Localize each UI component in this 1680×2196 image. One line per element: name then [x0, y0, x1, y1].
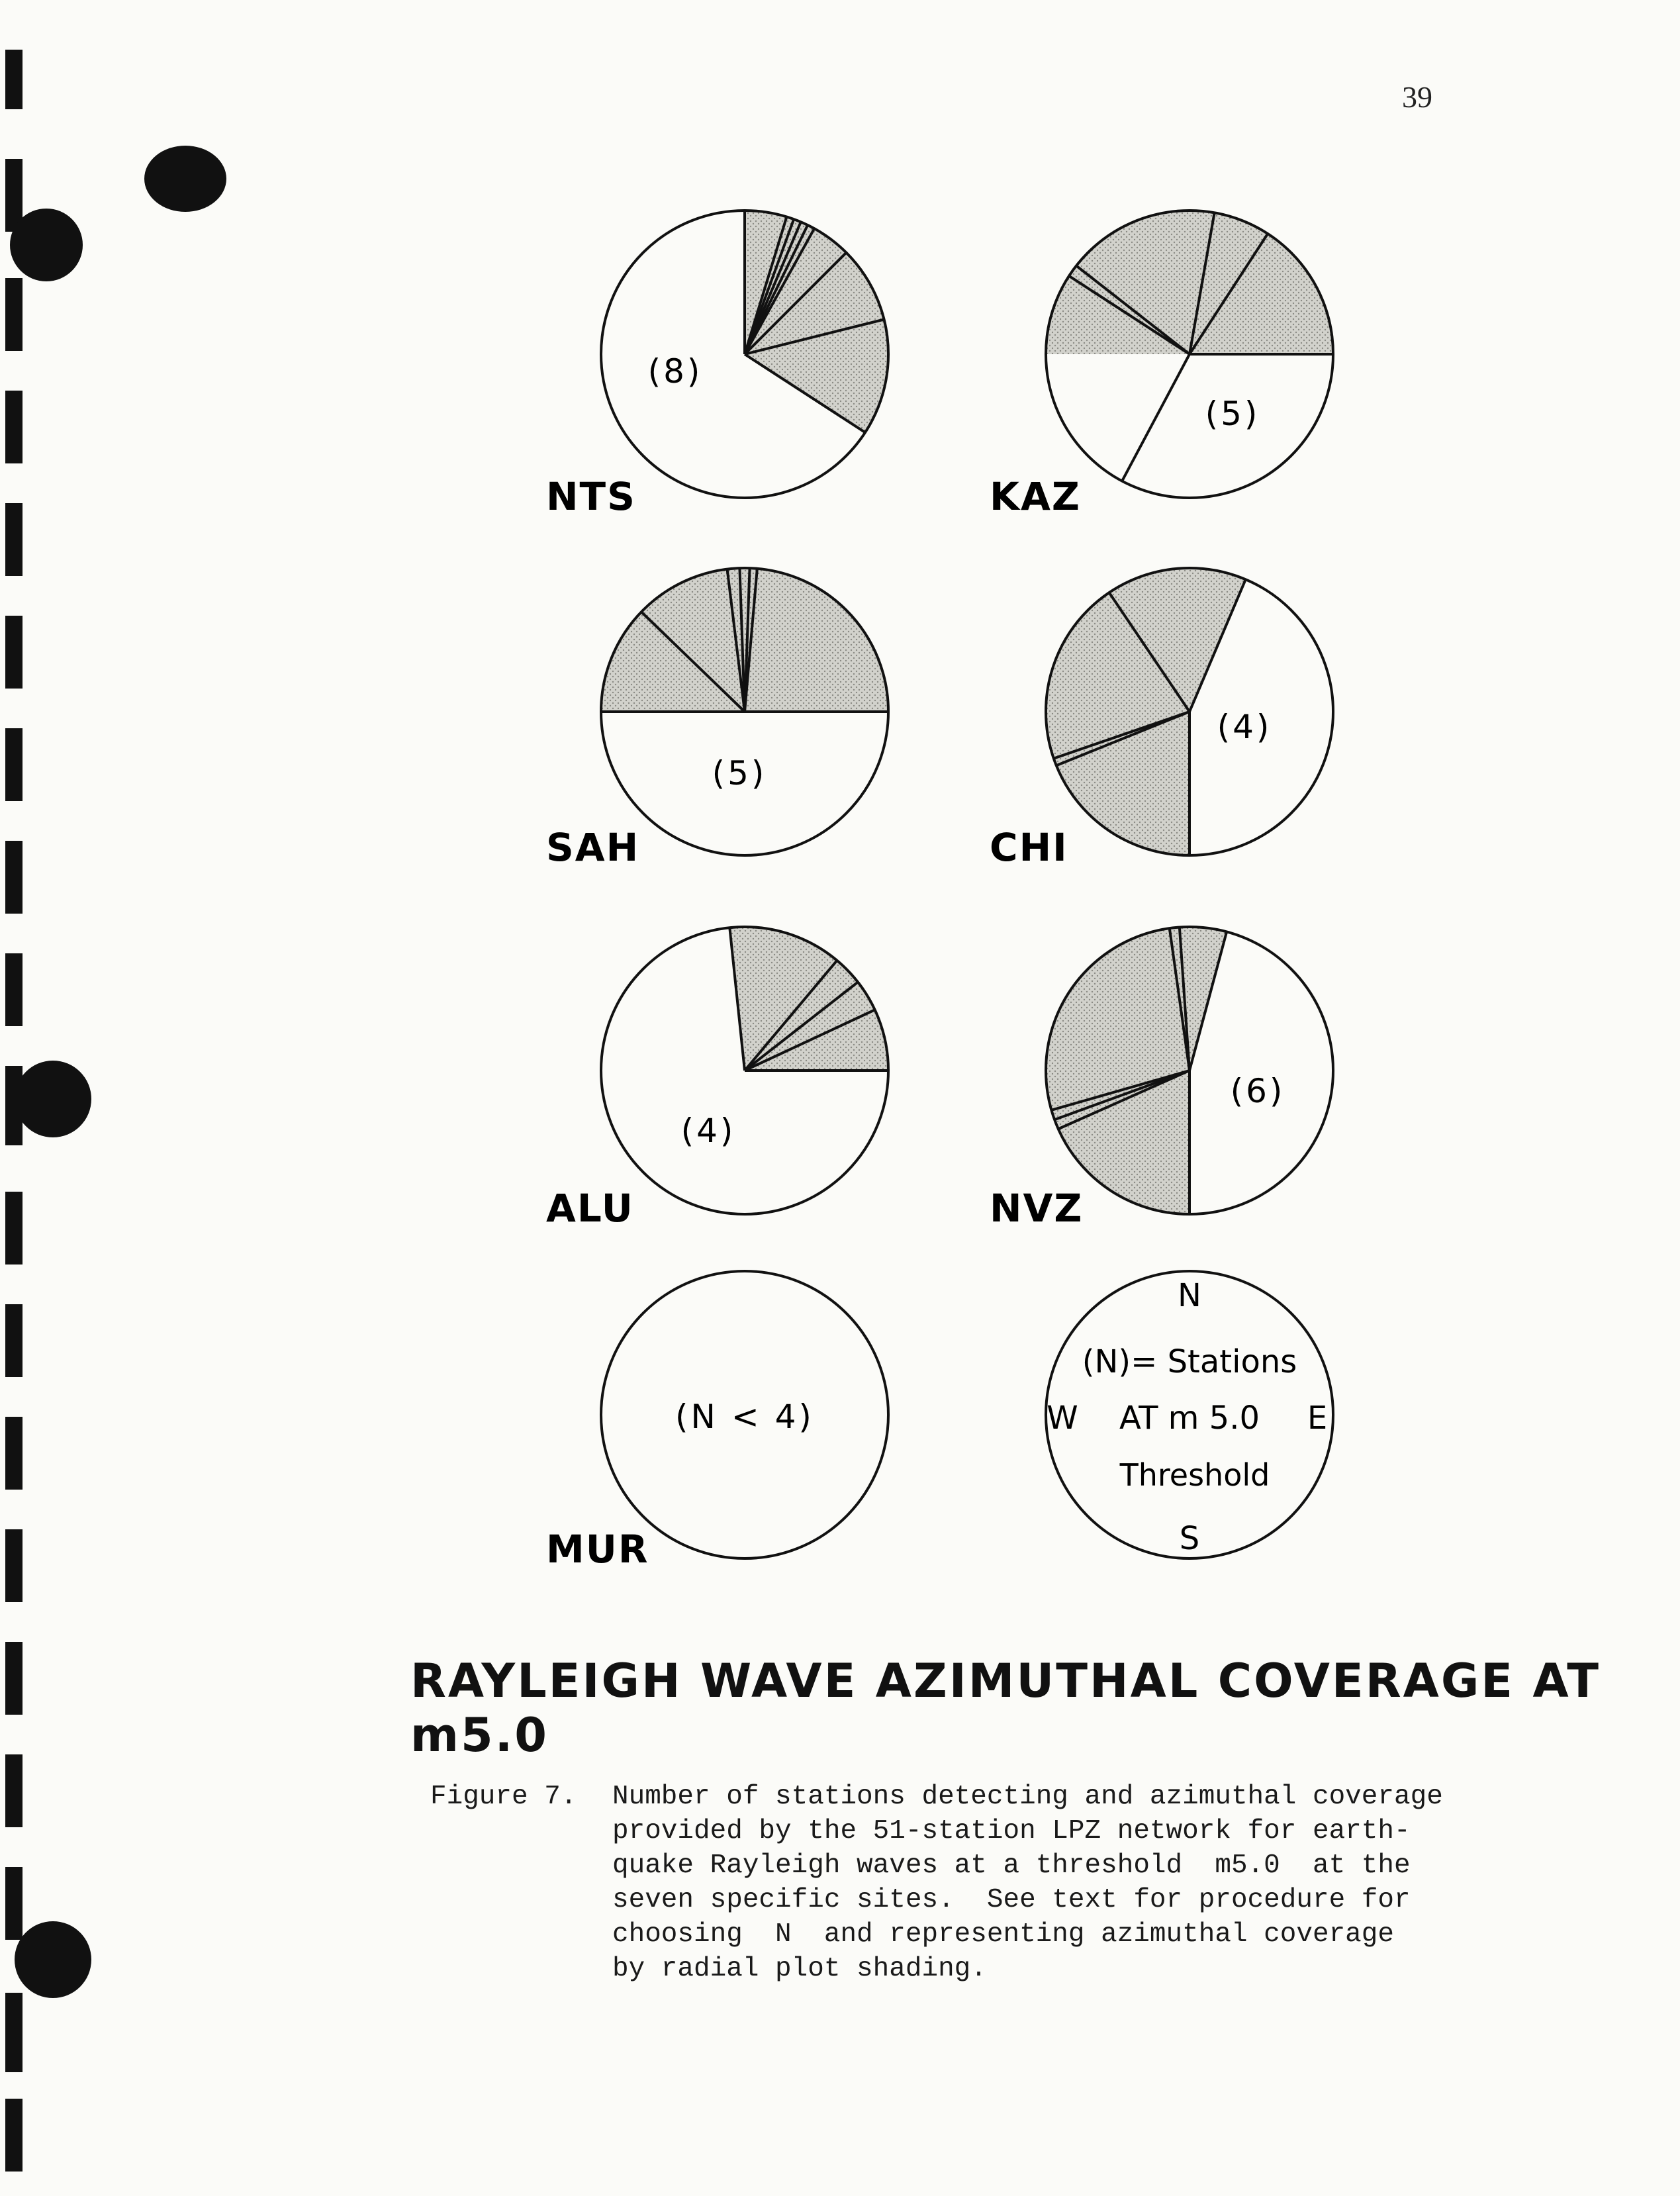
caption-line: quake Rayleigh waves at a threshold m5.0 at the	[612, 1850, 1411, 1881]
station-count-label: (8)	[647, 352, 703, 391]
station-count-label: (4)	[1217, 708, 1272, 746]
legend-east: E	[1307, 1400, 1328, 1437]
site-name-label: KAZ	[990, 474, 1081, 519]
site-plot-chi	[990, 568, 1333, 870]
binding-mark	[5, 1993, 23, 2072]
caption-line: choosing N and representing azimuthal coverage	[612, 1919, 1394, 1950]
caption-line: seven specific sites. See text for procedure for	[612, 1885, 1411, 1915]
shaded-sector	[729, 927, 888, 1071]
site-name-label: MUR	[546, 1527, 649, 1572]
caption-label: Figure 7.	[430, 1782, 577, 1812]
site-name-label: CHI	[990, 825, 1068, 870]
site-plot-sah	[546, 568, 888, 870]
legend-north: N	[1178, 1277, 1201, 1314]
site-plot-kaz	[990, 211, 1333, 519]
shaded-sector	[1046, 211, 1333, 354]
legend-line3: Threshold	[1119, 1457, 1270, 1493]
caption-line: by radial plot shading.	[612, 1954, 987, 1984]
binding-mark	[5, 1754, 23, 1827]
caption-line: provided by the 51-station LPZ network for earth-	[612, 1816, 1411, 1846]
station-count-label: (4)	[680, 1112, 736, 1150]
legend-south: S	[1179, 1520, 1200, 1557]
site-name-label: ALU	[546, 1186, 634, 1231]
site-plot-nvz	[990, 927, 1333, 1231]
punch-hole	[15, 1921, 91, 1998]
caption-body	[612, 1780, 1473, 1986]
binding-mark	[5, 1867, 23, 1940]
site-plot-nts	[546, 211, 888, 519]
legend-line2: AT m 5.0	[1119, 1400, 1260, 1437]
site-name-label: SAH	[546, 825, 640, 870]
legend-west: W	[1047, 1400, 1078, 1437]
station-count-label: (6)	[1230, 1072, 1285, 1110]
page-number: 39	[1402, 80, 1432, 114]
site-name-label: NTS	[546, 474, 636, 519]
station-count-label: (5)	[712, 754, 767, 792]
figure-title: RAYLEIGH WAVE AZIMUTHAL COVERAGE AT m5.0	[410, 1654, 1601, 1762]
caption-line: Number of stations detecting and azimuthal coverage	[612, 1782, 1443, 1812]
legend	[1046, 1271, 1333, 1558]
binding-mark	[5, 2099, 23, 2172]
station-count-label: (5)	[1205, 395, 1260, 433]
station-count-label: (N < 4)	[675, 1398, 814, 1436]
legend-line1: (N)= Stations	[1082, 1343, 1297, 1380]
site-plot-alu	[546, 927, 888, 1231]
site-name-label: NVZ	[990, 1186, 1084, 1231]
site-plot-mur	[546, 1271, 888, 1572]
